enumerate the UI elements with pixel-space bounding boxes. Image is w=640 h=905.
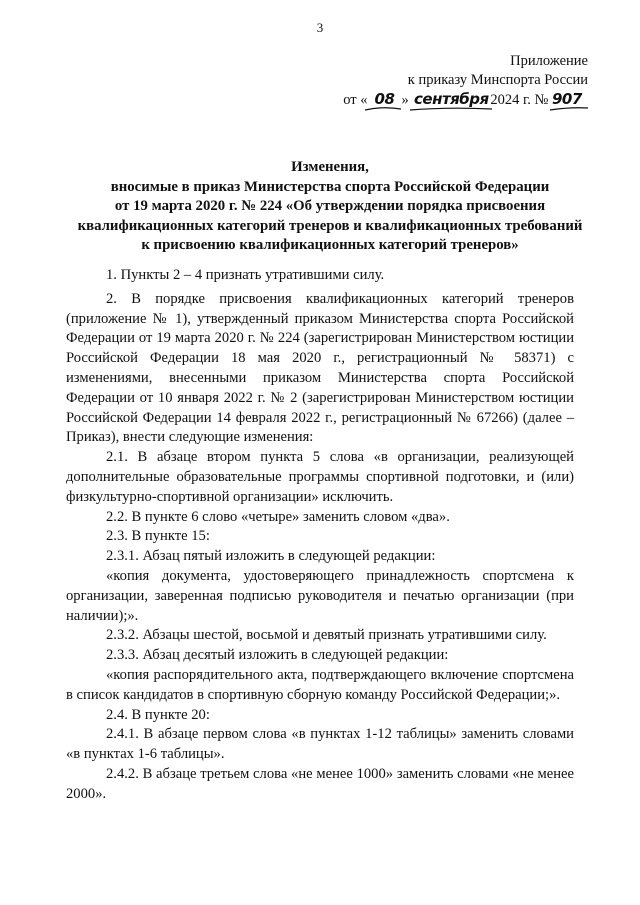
title-line: квалификационных категорий тренеров и квалификационных требований — [77, 217, 583, 234]
appendix-label: Приложение — [510, 53, 588, 69]
appendix-header — [343, 52, 588, 110]
title-line: вносимые в приказ Министерства спорта Российской Федерации — [110, 178, 550, 195]
paragraph: 2.1. В абзаце втором пункта 5 слова «в организации, реализующей дополнительные образовательные программы спортивной подготовки, и (или) физкультурно-спортивной организации» исключить. — [66, 449, 574, 505]
appendix-order-ref: к приказу Минспорта России — [407, 72, 588, 88]
paragraph: 2.4. В пункте 20: — [106, 706, 210, 723]
handwritten-day: 08 — [367, 90, 401, 109]
paragraph: 2.3.1. Абзац пятый изложить в следующей редакции: — [106, 548, 436, 565]
document-title — [60, 158, 600, 256]
title-line: от 19 марта 2020 г. № 224 «Об утверждении порядка присвоения — [114, 198, 546, 214]
handwritten-number: 907 — [552, 90, 588, 109]
paragraph: 2. В порядке присвоения квалификационных категорий тренеров (приложение № 1), утвержденный приказом Министерства спорта Российской Федерации от 19 марта 2020 г. № 224 (зарегистрирован Министерством юстиции Российской Федерации 18 мая 2020 г., регистрационный № 58371) с изменениями, внесенными приказом Министерства спорта Российской Федерации от 10 января 2022 г. № 2 (зарегистрирован Министерством юстиции Российской Федерации 14 февраля 2022 г., регистрационный № 67266) (далее – Приказ), внести следующие изменения: — [66, 290, 574, 446]
date-prefix: от « — [343, 92, 368, 108]
paragraph: 1. Пункты 2 – 4 признать утратившими силу. — [106, 267, 385, 283]
paragraph: 2.3.3. Абзац десятый изложить в следующей редакции: — [106, 647, 449, 664]
page-number: 3 — [316, 20, 324, 35]
document-body — [66, 266, 574, 805]
paragraph: «копия документа, удостоверяющего принадлежность спортсмена к организации, заверенная подписью руководителя и печатью организации (при наличии);». — [66, 567, 574, 624]
appendix-date-line — [343, 90, 588, 110]
paragraph: 2.3. В пункте 15: — [106, 528, 210, 545]
date-mid: » — [401, 92, 409, 108]
date-year: 2024 г. № — [490, 92, 549, 108]
paragraph: 2.4.2. В абзаце третьем слова «не менее 1000» заменить словами «не менее 2000». — [66, 765, 574, 802]
paragraph: 2.4.1. В абзаце первом слова «в пунктах 1-12 таблицы» заменить словами «в пунктах 1-6 таблицы». — [66, 726, 574, 763]
paragraph: «копия распорядительного акта, подтверждающего включение спортсмена в список кандидатов в спортивную сборную команду Российской Федерации;». — [66, 666, 574, 703]
handwritten-month: сентября — [412, 90, 490, 109]
paragraph: 2.2. В пункте 6 слово «четыре» заменить словом «два». — [106, 508, 450, 525]
title-line: к присвоению квалификационных категорий тренеров» — [141, 237, 519, 253]
title-line: Изменения, — [291, 159, 369, 175]
paragraph: 2.3.2. Абзацы шестой, восьмой и девятый признать утратившими силу. — [106, 627, 547, 644]
